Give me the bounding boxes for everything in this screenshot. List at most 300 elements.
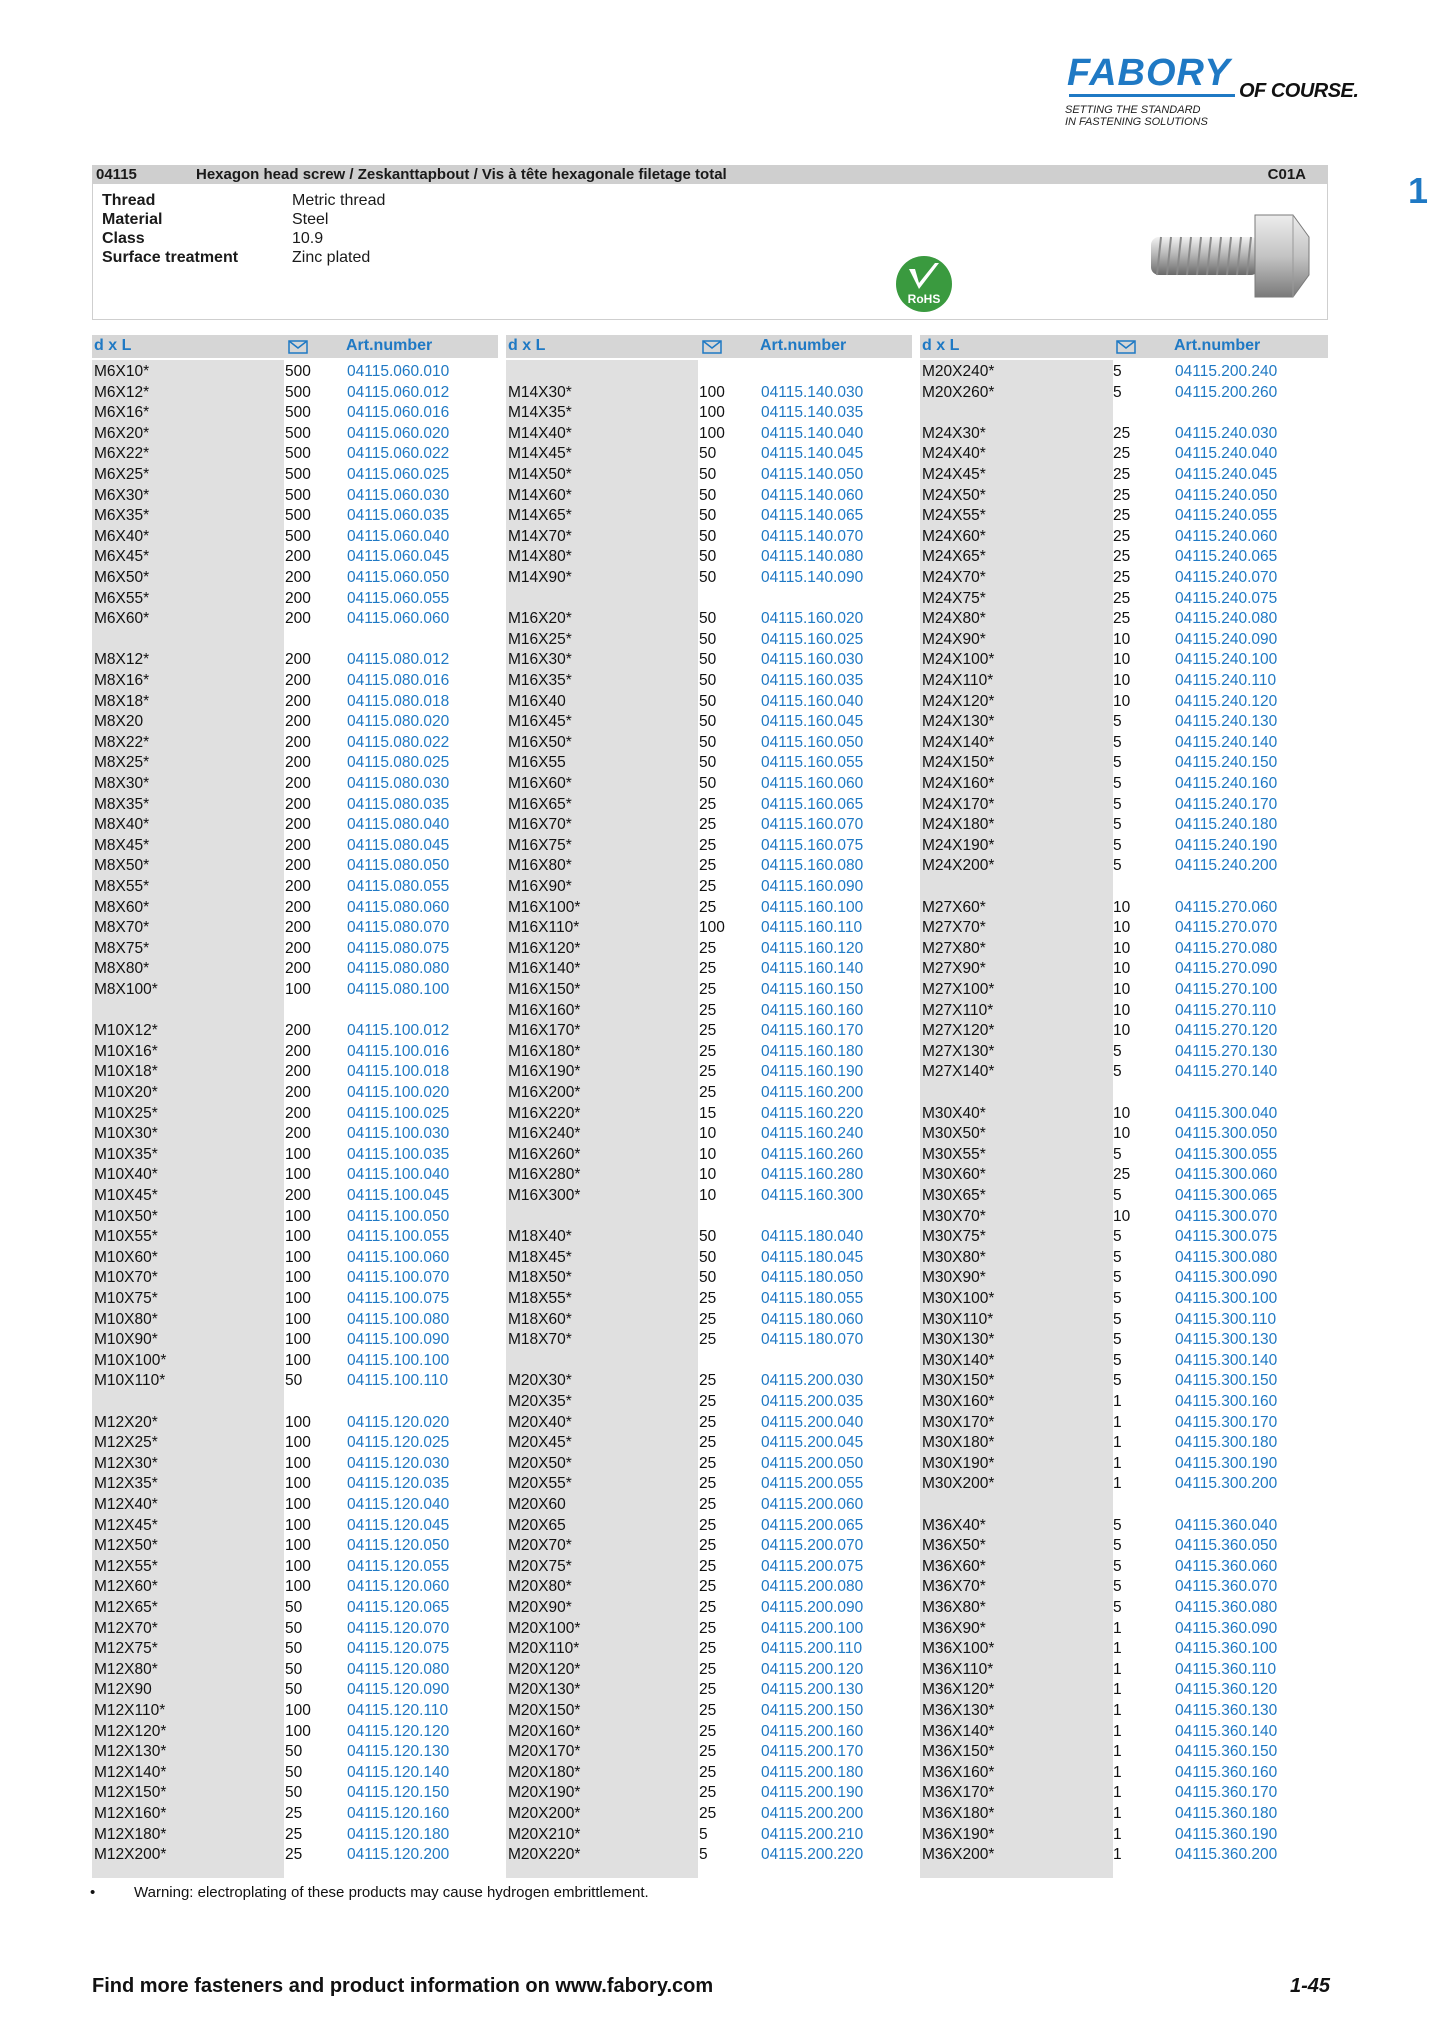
article-number-cell: 04115.080.080 bbox=[347, 960, 450, 978]
dimension-cell: M36X120* bbox=[922, 1681, 995, 1699]
article-number-cell: 04115.180.060 bbox=[761, 1310, 864, 1328]
pack-quantity-cell: 200 bbox=[285, 857, 311, 875]
article-number-cell: 04115.100.045 bbox=[347, 1187, 450, 1204]
dimension-cell: M6X45* bbox=[94, 548, 150, 566]
pack-quantity-cell: 25 bbox=[699, 1743, 717, 1761]
dimension-cell: M20X90* bbox=[508, 1599, 572, 1616]
dimension-cell: M30X75* bbox=[922, 1228, 986, 1246]
dimension-cell: M24X50* bbox=[922, 486, 986, 504]
dimension-cell: M20X200* bbox=[508, 1805, 581, 1822]
pack-quantity-cell: 200 bbox=[285, 672, 311, 689]
dimension-cell: M16X180* bbox=[508, 1042, 581, 1060]
dimension-cell: M20X100* bbox=[508, 1619, 581, 1637]
dimension-cell: M6X50* bbox=[94, 569, 150, 586]
article-number-cell: 04115.300.080 bbox=[1175, 1248, 1278, 1266]
pack-quantity-cell: 10 bbox=[1113, 1104, 1131, 1122]
dimension-cell: M24X140* bbox=[922, 733, 995, 751]
article-number-cell: 04115.200.070 bbox=[761, 1537, 864, 1555]
dimension-cell: M12X90 bbox=[94, 1681, 152, 1699]
spec-label: Material bbox=[102, 211, 163, 228]
dimension-cell: M6X55* bbox=[94, 589, 150, 607]
pack-quantity-cell: 100 bbox=[285, 1516, 311, 1534]
product-spec-box bbox=[92, 184, 1328, 320]
dimension-cell: M20X40* bbox=[508, 1413, 572, 1431]
article-number-cell: 04115.120.040 bbox=[347, 1496, 450, 1513]
pack-quantity-cell: 5 bbox=[1113, 1372, 1122, 1390]
article-number-cell: 04115.360.060 bbox=[1175, 1557, 1278, 1575]
pack-quantity-cell: 25 bbox=[699, 1454, 717, 1472]
article-number-cell: 04115.300.190 bbox=[1175, 1454, 1278, 1472]
article-number-cell: 04115.160.035 bbox=[761, 672, 864, 689]
dimension-cell: M20X170* bbox=[508, 1743, 581, 1761]
pack-quantity-cell: 100 bbox=[285, 1454, 311, 1472]
article-number-cell: 04115.200.040 bbox=[761, 1413, 864, 1431]
pack-quantity-cell: 200 bbox=[285, 898, 311, 916]
article-number-cell: 04115.120.035 bbox=[347, 1475, 450, 1493]
pack-quantity-cell: 100 bbox=[285, 1269, 311, 1287]
article-number-cell: 04115.300.100 bbox=[1175, 1290, 1278, 1307]
dimension-cell: M14X80* bbox=[508, 548, 572, 566]
dimension-cell: M24X200* bbox=[922, 857, 995, 875]
dimension-cell: M10X110* bbox=[94, 1372, 166, 1390]
pack-quantity-cell: 200 bbox=[285, 1125, 311, 1143]
article-number-cell: 04115.160.030 bbox=[761, 651, 864, 669]
pack-quantity-cell: 25 bbox=[699, 1557, 717, 1575]
pack-quantity-cell: 10 bbox=[1113, 1022, 1131, 1040]
pack-quantity-cell: 10 bbox=[1113, 960, 1131, 978]
article-number-cell: 04115.160.055 bbox=[761, 754, 864, 772]
pack-quantity-cell: 50 bbox=[285, 1660, 303, 1678]
article-number-cell: 04115.200.080 bbox=[761, 1578, 864, 1596]
article-number-cell: 04115.360.120 bbox=[1175, 1681, 1278, 1699]
article-number-cell: 04115.240.040 bbox=[1175, 445, 1278, 463]
pack-quantity-cell: 5 bbox=[1113, 1187, 1122, 1204]
article-number-cell: 04115.080.018 bbox=[347, 692, 450, 710]
article-number-cell: 04115.240.120 bbox=[1175, 692, 1278, 710]
dimension-cell: M12X70* bbox=[94, 1619, 158, 1637]
pack-quantity-cell: 1 bbox=[1113, 1475, 1122, 1493]
dimension-cell: M30X110* bbox=[922, 1310, 994, 1328]
pack-quantity-cell: 25 bbox=[699, 1084, 717, 1101]
article-number-cell: 04115.180.050 bbox=[761, 1269, 864, 1287]
article-number-cell: 04115.080.060 bbox=[347, 898, 450, 916]
article-number-cell: 04115.100.018 bbox=[347, 1063, 450, 1081]
pack-quantity-cell: 25 bbox=[699, 878, 717, 895]
pack-quantity-cell: 5 bbox=[1113, 754, 1122, 772]
article-number-cell: 04115.200.050 bbox=[761, 1454, 864, 1472]
article-number-cell: 04115.240.150 bbox=[1175, 754, 1278, 772]
article-number-cell: 04115.100.090 bbox=[347, 1331, 450, 1349]
dimension-cell: M24X65* bbox=[922, 548, 986, 566]
pack-quantity-cell: 200 bbox=[285, 1084, 311, 1101]
article-number-cell: 04115.240.070 bbox=[1175, 569, 1278, 586]
dimension-cell: M36X100* bbox=[922, 1640, 995, 1658]
dimension-cell: M10X60* bbox=[94, 1248, 158, 1266]
pack-quantity-cell: 25 bbox=[699, 1042, 717, 1060]
dimension-cell: M30X200* bbox=[922, 1475, 995, 1493]
dimension-cell: M18X50* bbox=[508, 1269, 572, 1287]
pack-quantity-cell: 200 bbox=[285, 569, 311, 586]
dimension-cell: M30X140* bbox=[922, 1351, 995, 1369]
dimension-cell: M30X150* bbox=[922, 1372, 995, 1390]
article-number-cell: 04115.100.025 bbox=[347, 1104, 450, 1122]
dimension-cell: M24X75* bbox=[922, 589, 986, 607]
dimension-cell: M16X260* bbox=[508, 1145, 581, 1163]
article-number-cell: 04115.270.070 bbox=[1175, 919, 1278, 937]
dimension-cell: M12X65* bbox=[94, 1599, 158, 1616]
dimension-cell: M24X160* bbox=[922, 775, 995, 792]
dimension-cell: M27X100* bbox=[922, 981, 995, 998]
pack-quantity-cell: 1 bbox=[1113, 1702, 1122, 1719]
article-number-cell: 04115.200.120 bbox=[761, 1660, 864, 1678]
dimension-cell: M16X80* bbox=[508, 857, 572, 875]
pack-quantity-cell: 25 bbox=[699, 1681, 717, 1699]
pack-quantity-cell: 25 bbox=[699, 1599, 717, 1616]
article-number-cell: 04115.160.140 bbox=[761, 960, 864, 978]
article-number-cell: 04115.100.055 bbox=[347, 1228, 450, 1246]
pack-quantity-cell: 200 bbox=[285, 816, 311, 834]
article-number-cell: 04115.080.030 bbox=[347, 775, 450, 792]
pack-quantity-cell: 25 bbox=[699, 1496, 717, 1513]
pack-quantity-cell: 25 bbox=[699, 981, 717, 998]
article-number-cell: 04115.240.065 bbox=[1175, 548, 1278, 566]
pack-quantity-cell: 25 bbox=[699, 1722, 717, 1740]
article-number-cell: 04115.120.130 bbox=[347, 1743, 450, 1761]
pack-quantity-cell: 100 bbox=[699, 383, 725, 401]
pack-quantity-cell: 50 bbox=[285, 1640, 303, 1658]
article-number-cell: 04115.240.090 bbox=[1175, 630, 1278, 648]
pack-quantity-cell: 50 bbox=[699, 466, 717, 483]
dimension-cell: M27X140* bbox=[922, 1063, 995, 1081]
pack-quantity-cell: 50 bbox=[285, 1599, 303, 1616]
pack-quantity-cell: 200 bbox=[285, 713, 311, 731]
pack-quantity-cell: 25 bbox=[699, 1001, 717, 1019]
dimension-cell: M24X80* bbox=[922, 610, 986, 628]
article-number-cell: 04115.300.150 bbox=[1175, 1372, 1278, 1390]
pack-quantity-cell: 25 bbox=[699, 1331, 717, 1349]
article-number-cell: 04115.100.012 bbox=[347, 1022, 450, 1040]
pack-quantity-cell: 50 bbox=[699, 548, 717, 566]
dimension-cell: M27X90* bbox=[922, 960, 986, 978]
article-number-cell: 04115.120.150 bbox=[347, 1784, 450, 1802]
dimension-cell: M16X75* bbox=[508, 836, 572, 854]
pack-quantity-cell: 10 bbox=[1113, 1125, 1131, 1143]
dimension-cell: M8X20 bbox=[94, 713, 144, 731]
dimension-cell: M12X55* bbox=[94, 1557, 158, 1575]
dimension-cell: M24X30* bbox=[922, 424, 986, 442]
dimension-cell: M36X40* bbox=[922, 1516, 986, 1534]
pack-quantity-cell: 5 bbox=[1113, 1599, 1122, 1616]
pack-quantity-cell: 25 bbox=[699, 898, 717, 916]
article-number-cell: 04115.060.020 bbox=[347, 424, 450, 442]
dimension-cell: M10X12* bbox=[94, 1022, 158, 1040]
pack-quantity-cell: 100 bbox=[285, 1331, 311, 1349]
dimension-cell: M8X100* bbox=[94, 981, 158, 998]
dimension-cell: M10X25* bbox=[94, 1104, 158, 1122]
article-number-cell: 04115.180.055 bbox=[761, 1290, 864, 1307]
article-number-cell: 04115.200.110 bbox=[761, 1640, 863, 1658]
dimension-cell: M20X45* bbox=[508, 1434, 572, 1452]
pack-quantity-cell: 5 bbox=[1113, 1351, 1122, 1369]
dimension-cell: M16X150* bbox=[508, 981, 581, 998]
dimension-cell: M16X55 bbox=[508, 754, 566, 772]
pack-quantity-cell: 5 bbox=[1113, 1331, 1122, 1349]
product-code: 04115 bbox=[96, 166, 137, 183]
article-number-cell: 04115.140.035 bbox=[761, 404, 864, 422]
article-number-cell: 04115.360.080 bbox=[1175, 1599, 1278, 1616]
dimension-cell: M30X80* bbox=[922, 1248, 986, 1266]
article-number-cell: 04115.200.090 bbox=[761, 1599, 864, 1616]
pack-quantity-cell: 200 bbox=[285, 1022, 311, 1040]
dimension-cell: M16X240* bbox=[508, 1125, 581, 1143]
dimension-cell: M20X80* bbox=[508, 1578, 572, 1596]
pack-quantity-cell: 200 bbox=[285, 754, 311, 772]
dimension-cell: M36X200* bbox=[922, 1846, 995, 1864]
dimension-cell: M36X110* bbox=[922, 1660, 994, 1678]
pack-quantity-cell: 200 bbox=[285, 878, 311, 895]
article-number-cell: 04115.120.160 bbox=[347, 1805, 450, 1822]
pack-quantity-cell: 100 bbox=[285, 1310, 311, 1328]
pack-quantity-cell: 50 bbox=[699, 775, 717, 792]
pack-quantity-cell: 100 bbox=[285, 1248, 311, 1266]
dimension-cell: M12X75* bbox=[94, 1640, 158, 1658]
pack-quantity-cell: 25 bbox=[699, 836, 717, 854]
pack-quantity-cell: 5 bbox=[1113, 775, 1122, 792]
pack-quantity-cell: 50 bbox=[699, 610, 717, 628]
pack-quantity-cell: 100 bbox=[285, 1207, 311, 1225]
dimension-cell: M30X180* bbox=[922, 1434, 995, 1452]
pack-quantity-cell: 25 bbox=[699, 1310, 717, 1328]
pack-quantity-cell: 100 bbox=[285, 1496, 311, 1513]
dimension-cell: M6X30* bbox=[94, 486, 150, 504]
dimension-cell: M27X120* bbox=[922, 1022, 995, 1040]
article-number-cell: 04115.100.110 bbox=[347, 1372, 449, 1390]
article-number-cell: 04115.270.090 bbox=[1175, 960, 1278, 978]
chapter-number: 1 bbox=[1408, 170, 1429, 211]
article-number-cell: 04115.360.050 bbox=[1175, 1537, 1278, 1555]
article-number-cell: 04115.060.010 bbox=[347, 363, 450, 380]
dimension-cell: M36X130* bbox=[922, 1702, 995, 1719]
dimension-cell: M8X30* bbox=[94, 775, 150, 792]
article-number-cell: 04115.160.080 bbox=[761, 857, 864, 875]
pack-quantity-cell: 100 bbox=[285, 1702, 311, 1719]
pack-quantity-cell: 10 bbox=[1113, 919, 1131, 937]
article-number-cell: 04115.300.070 bbox=[1175, 1207, 1278, 1225]
rohs-label: RoHS bbox=[907, 292, 941, 306]
article-number-cell: 04115.100.100 bbox=[347, 1351, 450, 1369]
article-number-cell: 04115.360.040 bbox=[1175, 1516, 1278, 1534]
pack-quantity-cell: 25 bbox=[1113, 486, 1131, 504]
pack-quantity-cell: 25 bbox=[699, 1413, 717, 1431]
dimension-cell: M10X16* bbox=[94, 1042, 158, 1060]
pack-quantity-cell: 10 bbox=[1113, 630, 1131, 648]
article-number-cell: 04115.160.075 bbox=[761, 836, 864, 854]
pack-quantity-cell: 50 bbox=[699, 733, 717, 751]
article-number-cell: 04115.300.170 bbox=[1175, 1413, 1278, 1431]
article-number-cell: 04115.060.050 bbox=[347, 569, 450, 586]
article-number-cell: 04115.300.140 bbox=[1175, 1351, 1278, 1369]
dimension-cell: M8X18* bbox=[94, 692, 150, 710]
dimension-cell: M8X80* bbox=[94, 960, 150, 978]
article-number-cell: 04115.060.040 bbox=[347, 527, 450, 545]
article-number-cell: 04115.120.140 bbox=[347, 1763, 450, 1781]
article-number-cell: 04115.060.025 bbox=[347, 466, 450, 483]
dimension-cell: M30X160* bbox=[922, 1393, 995, 1410]
article-number-cell: 04115.200.190 bbox=[761, 1784, 864, 1802]
pack-quantity-cell: 50 bbox=[699, 1228, 717, 1246]
pack-quantity-cell: 25 bbox=[699, 1516, 717, 1534]
pack-quantity-cell: 200 bbox=[285, 1104, 311, 1122]
pack-quantity-cell: 25 bbox=[699, 1393, 717, 1410]
pack-quantity-cell: 25 bbox=[285, 1805, 303, 1822]
dimension-cell: M36X70* bbox=[922, 1578, 986, 1596]
dimension-cell: M12X140* bbox=[94, 1763, 167, 1781]
article-number-cell: 04115.120.075 bbox=[347, 1640, 450, 1658]
pack-quantity-cell: 25 bbox=[699, 1372, 717, 1390]
rohs-icon bbox=[895, 255, 953, 313]
article-number-cell: 04115.240.190 bbox=[1175, 836, 1278, 854]
article-number-cell: 04115.100.040 bbox=[347, 1166, 450, 1184]
article-number-cell: 04115.240.160 bbox=[1175, 775, 1278, 792]
dimension-cell: M16X170* bbox=[508, 1022, 581, 1040]
article-number-cell: 04115.160.025 bbox=[761, 630, 864, 648]
pack-quantity-cell: 25 bbox=[1113, 466, 1131, 483]
article-number-cell: 04115.300.110 bbox=[1175, 1310, 1277, 1328]
pack-quantity-cell: 5 bbox=[1113, 1290, 1122, 1307]
envelope-icon bbox=[288, 340, 308, 354]
dimension-cell: M10X70* bbox=[94, 1269, 158, 1287]
dimension-cell: M20X160* bbox=[508, 1722, 581, 1740]
dimension-cell: M16X20* bbox=[508, 610, 572, 628]
article-number-cell: 04115.240.130 bbox=[1175, 713, 1278, 731]
dimension-cell: M24X180* bbox=[922, 816, 995, 834]
dimension-cell: M27X130* bbox=[922, 1042, 995, 1060]
article-number-cell: 04115.120.020 bbox=[347, 1413, 450, 1431]
pack-quantity-cell: 200 bbox=[285, 919, 311, 937]
pack-quantity-cell: 200 bbox=[285, 795, 311, 813]
dimension-cell: M10X35* bbox=[94, 1145, 158, 1163]
article-number-cell: 04115.140.080 bbox=[761, 548, 864, 566]
pack-quantity-cell: 200 bbox=[285, 692, 311, 710]
article-number-cell: 04115.300.040 bbox=[1175, 1104, 1278, 1122]
pack-quantity-cell: 25 bbox=[699, 1763, 717, 1781]
pack-quantity-cell: 5 bbox=[1113, 733, 1122, 751]
dimension-cell: M12X120* bbox=[94, 1722, 167, 1740]
pack-quantity-cell: 1 bbox=[1113, 1825, 1122, 1843]
pack-quantity-cell: 25 bbox=[699, 1578, 717, 1596]
article-number-cell: 04115.160.045 bbox=[761, 713, 864, 731]
dimension-cell: M16X140* bbox=[508, 960, 581, 978]
article-number-cell: 04115.100.050 bbox=[347, 1207, 450, 1225]
pack-quantity-cell: 1 bbox=[1113, 1743, 1122, 1761]
spec-label: Thread bbox=[102, 192, 156, 209]
article-number-cell: 04115.300.130 bbox=[1175, 1331, 1278, 1349]
dimension-cell: M6X22* bbox=[94, 445, 150, 463]
article-number-cell: 04115.100.075 bbox=[347, 1290, 450, 1307]
pack-quantity-cell: 10 bbox=[1113, 1001, 1131, 1019]
pack-quantity-cell: 50 bbox=[699, 507, 717, 525]
article-number-cell: 04115.100.030 bbox=[347, 1125, 450, 1143]
pack-quantity-cell: 25 bbox=[699, 1475, 717, 1493]
dimension-cell: M30X55* bbox=[922, 1145, 986, 1163]
article-number-cell: 04115.120.120 bbox=[347, 1722, 450, 1740]
pack-quantity-cell: 5 bbox=[1113, 1248, 1122, 1266]
article-number-cell: 04115.080.012 bbox=[347, 651, 450, 669]
article-number-cell: 04115.120.060 bbox=[347, 1578, 450, 1596]
dimension-cell: M24X55* bbox=[922, 507, 986, 525]
dimension-cell: M20X50* bbox=[508, 1454, 572, 1472]
article-number-cell: 04115.360.130 bbox=[1175, 1702, 1278, 1719]
pack-quantity-cell: 5 bbox=[699, 1846, 708, 1864]
pack-quantity-cell: 500 bbox=[285, 445, 311, 463]
article-number-cell: 04115.270.110 bbox=[1175, 1001, 1277, 1019]
article-number-cell: 04115.360.140 bbox=[1175, 1722, 1278, 1740]
dimension-cell: M30X130* bbox=[922, 1331, 995, 1349]
pack-quantity-cell: 5 bbox=[1113, 1269, 1122, 1287]
pack-quantity-cell: 5 bbox=[1113, 363, 1122, 380]
dimension-cell: M24X70* bbox=[922, 569, 986, 586]
dimension-cell: M8X16* bbox=[94, 672, 150, 689]
article-number-cell: 04115.080.022 bbox=[347, 733, 450, 751]
pack-quantity-cell: 50 bbox=[285, 1743, 303, 1761]
article-number-cell: 04115.270.140 bbox=[1175, 1063, 1278, 1081]
article-number-cell: 04115.200.160 bbox=[761, 1722, 864, 1740]
pack-quantity-cell: 25 bbox=[285, 1846, 303, 1864]
dimension-cell: M24X150* bbox=[922, 754, 995, 772]
article-number-cell: 04115.200.240 bbox=[1175, 363, 1278, 380]
article-number-cell: 04115.360.100 bbox=[1175, 1640, 1278, 1658]
article-number-cell: 04115.160.120 bbox=[761, 939, 864, 957]
dimension-cell: M30X40* bbox=[922, 1104, 986, 1122]
product-category: C01A bbox=[1267, 166, 1306, 183]
article-number-cell: 04115.120.045 bbox=[347, 1516, 450, 1534]
pack-quantity-cell: 5 bbox=[1113, 1063, 1122, 1081]
dimension-cell: M6X20* bbox=[94, 424, 150, 442]
dimension-cell: M10X90* bbox=[94, 1331, 158, 1349]
pack-quantity-cell: 200 bbox=[285, 836, 311, 854]
pack-quantity-cell: 100 bbox=[699, 919, 725, 937]
article-number-cell: 04115.060.045 bbox=[347, 548, 450, 566]
dimension-cell: M27X80* bbox=[922, 939, 986, 957]
article-number-cell: 04115.240.080 bbox=[1175, 610, 1278, 628]
brand-name: FABORY bbox=[1067, 52, 1231, 94]
article-number-cell: 04115.240.045 bbox=[1175, 466, 1278, 483]
spec-label: Class bbox=[102, 230, 145, 247]
pack-quantity-cell: 5 bbox=[1113, 713, 1122, 731]
pack-quantity-cell: 5 bbox=[1113, 816, 1122, 834]
article-number-cell: 04115.360.110 bbox=[1175, 1660, 1277, 1678]
article-number-cell: 04115.100.016 bbox=[347, 1042, 450, 1060]
article-number-cell: 04115.300.075 bbox=[1175, 1228, 1278, 1246]
pack-quantity-cell: 25 bbox=[699, 1805, 717, 1822]
dimension-cell: M30X60* bbox=[922, 1166, 986, 1184]
pack-quantity-cell: 10 bbox=[1113, 672, 1131, 689]
dimension-cell: M24X45* bbox=[922, 466, 986, 483]
article-number-cell: 04115.200.065 bbox=[761, 1516, 864, 1534]
dimension-cell: M14X70* bbox=[508, 527, 572, 545]
envelope-icon bbox=[1116, 340, 1136, 354]
pack-quantity-cell: 50 bbox=[285, 1372, 303, 1390]
article-number-cell: 04115.200.260 bbox=[1175, 383, 1278, 401]
pack-quantity-cell: 25 bbox=[1113, 527, 1131, 545]
dimension-cell: M16X110* bbox=[508, 919, 580, 937]
dimension-cell: M20X70* bbox=[508, 1537, 572, 1555]
article-number-cell: 04115.100.060 bbox=[347, 1248, 450, 1266]
dimension-cell: M14X35* bbox=[508, 404, 572, 422]
article-number-cell: 04115.360.090 bbox=[1175, 1619, 1278, 1637]
article-number-cell: 04115.080.016 bbox=[347, 672, 450, 689]
dimension-cell: M12X180* bbox=[94, 1825, 167, 1843]
